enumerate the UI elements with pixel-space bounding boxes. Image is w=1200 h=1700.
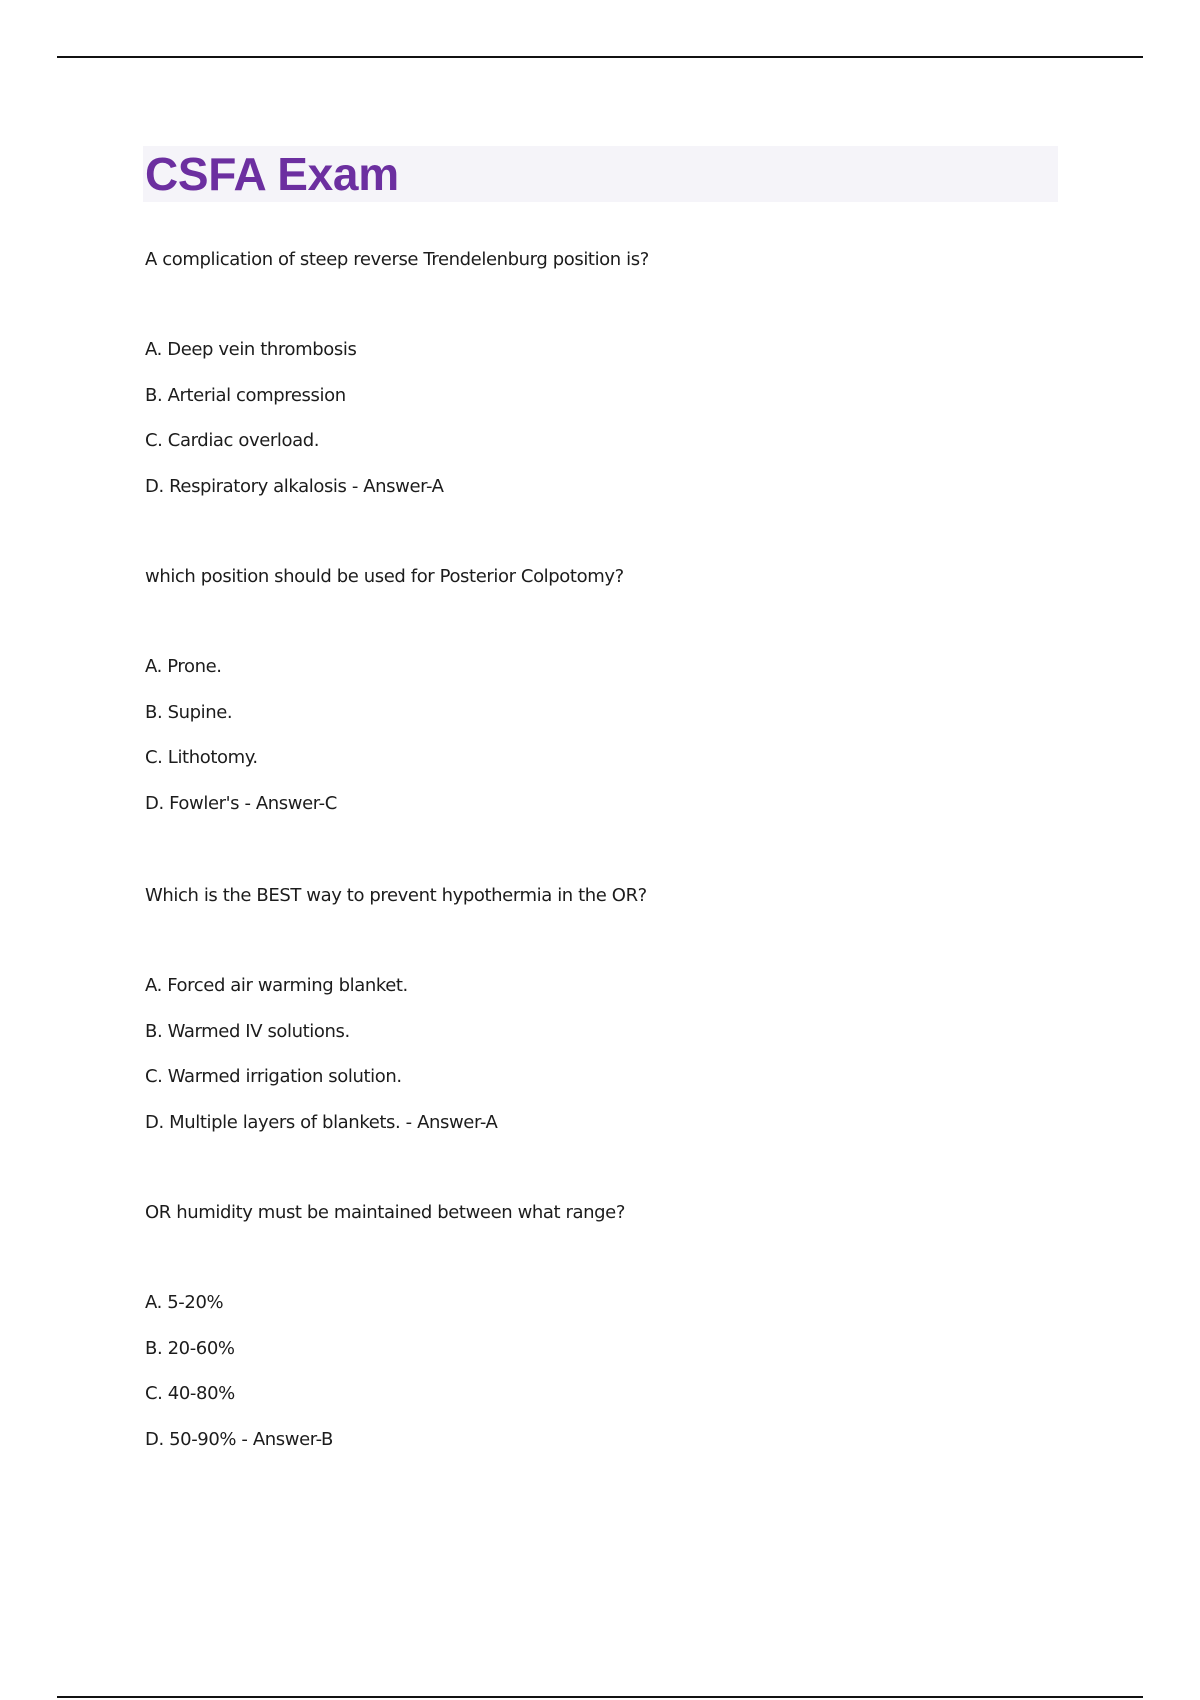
document-title: CSFA Exam <box>145 148 399 200</box>
option-d-answer: D. 50-90% - Answer-B <box>145 1429 333 1450</box>
question-text: A complication of steep reverse Trendelenburg position is? <box>145 249 649 270</box>
option-c: C. Lithotomy. <box>145 747 258 768</box>
option-c: C. Cardiac overload. <box>145 430 320 451</box>
question-text: OR humidity must be maintained between what range? <box>145 1202 626 1223</box>
option-d-answer: D. Multiple layers of blankets. - Answer-A <box>145 1112 498 1133</box>
option-c: C. 40-80% <box>145 1383 235 1404</box>
option-b: B. 20-60% <box>145 1338 235 1359</box>
question-text: Which is the BEST way to prevent hypothermia in the OR? <box>145 885 647 906</box>
option-a: A. Forced air warming blanket. <box>145 975 408 996</box>
option-b: B. Warmed IV solutions. <box>145 1021 350 1042</box>
option-b: B. Supine. <box>145 702 233 723</box>
option-d-answer: D. Respiratory alkalosis - Answer-A <box>145 476 444 497</box>
title-band <box>143 146 1058 202</box>
option-d-answer: D. Fowler's - Answer-C <box>145 793 337 814</box>
option-a: A. 5-20% <box>145 1292 224 1313</box>
footer-rule <box>57 1696 1143 1698</box>
option-b: B. Arterial compression <box>145 385 346 406</box>
option-a: A. Prone. <box>145 656 222 677</box>
option-a: A. Deep vein thrombosis <box>145 339 357 360</box>
question-text: which position should be used for Posterior Colpotomy? <box>145 566 624 587</box>
header-rule <box>57 56 1143 58</box>
option-c: C. Warmed irrigation solution. <box>145 1066 402 1087</box>
